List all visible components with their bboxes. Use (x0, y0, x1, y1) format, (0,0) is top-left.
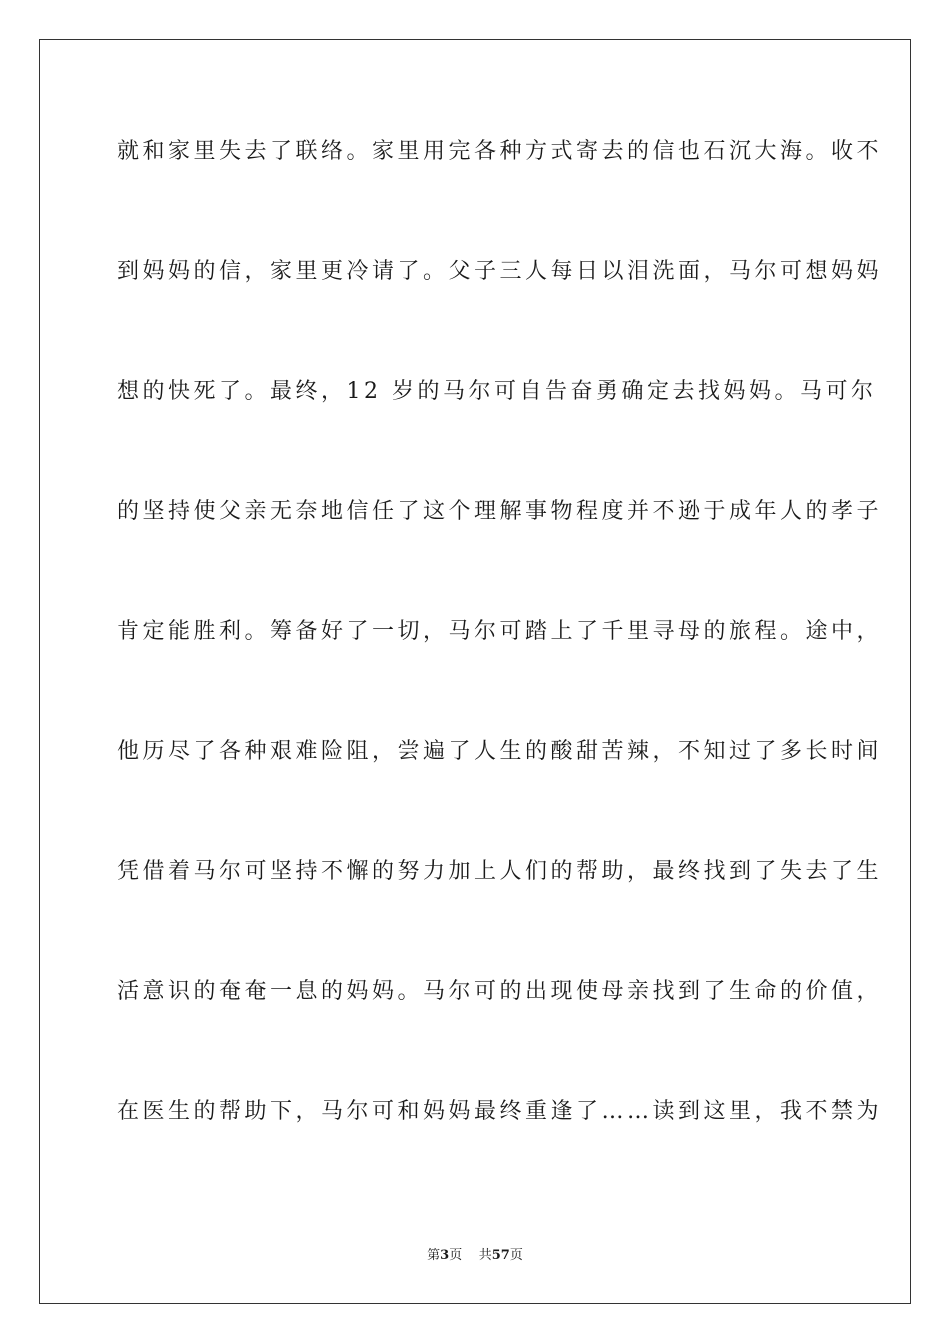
body-text-line: 想的快死了。最终，12 岁的马尔可自告奋勇确定去找妈妈。马可尔 (117, 379, 877, 404)
body-text-line: 的坚持使父亲无奈地信任了这个理解事物程度并不逊于成年人的孝子 (117, 499, 883, 524)
body-text-line: 在医生的帮助下，马尔可和妈妈最终重逢了……读到这里，我不禁为 (117, 1099, 883, 1124)
page-suffix: 页 (449, 1248, 463, 1263)
total-pages: 57 (491, 1248, 510, 1263)
body-text-line: 他历尽了各种艰难险阻，尝遍了人生的酸甜苦辣，不知过了多长时间 (117, 739, 883, 764)
body-text-line: 活意识的奄奄一息的妈妈。马尔可的出现使母亲找到了生命的价值， (117, 979, 883, 1004)
body-text-line: 到妈妈的信，家里更冷请了。父子三人每日以泪洗面，马尔可想妈妈 (117, 259, 883, 284)
total-prefix: 共 (478, 1248, 492, 1263)
total-suffix: 页 (509, 1248, 523, 1263)
page-prefix: 第 (427, 1248, 441, 1263)
body-text-line: 就和家里失去了联络。家里用完各种方式寄去的信也石沉大海。收不 (117, 139, 883, 164)
page-footer (0, 1247, 950, 1265)
body-text-line: 肯定能胜利。筹备好了一切，马尔可踏上了千里寻母的旅程。途中， (117, 619, 883, 644)
body-text-line: 凭借着马尔可坚持不懈的努力加上人们的帮助，最终找到了失去了生 (117, 859, 883, 884)
page-number: 3 (440, 1248, 450, 1263)
